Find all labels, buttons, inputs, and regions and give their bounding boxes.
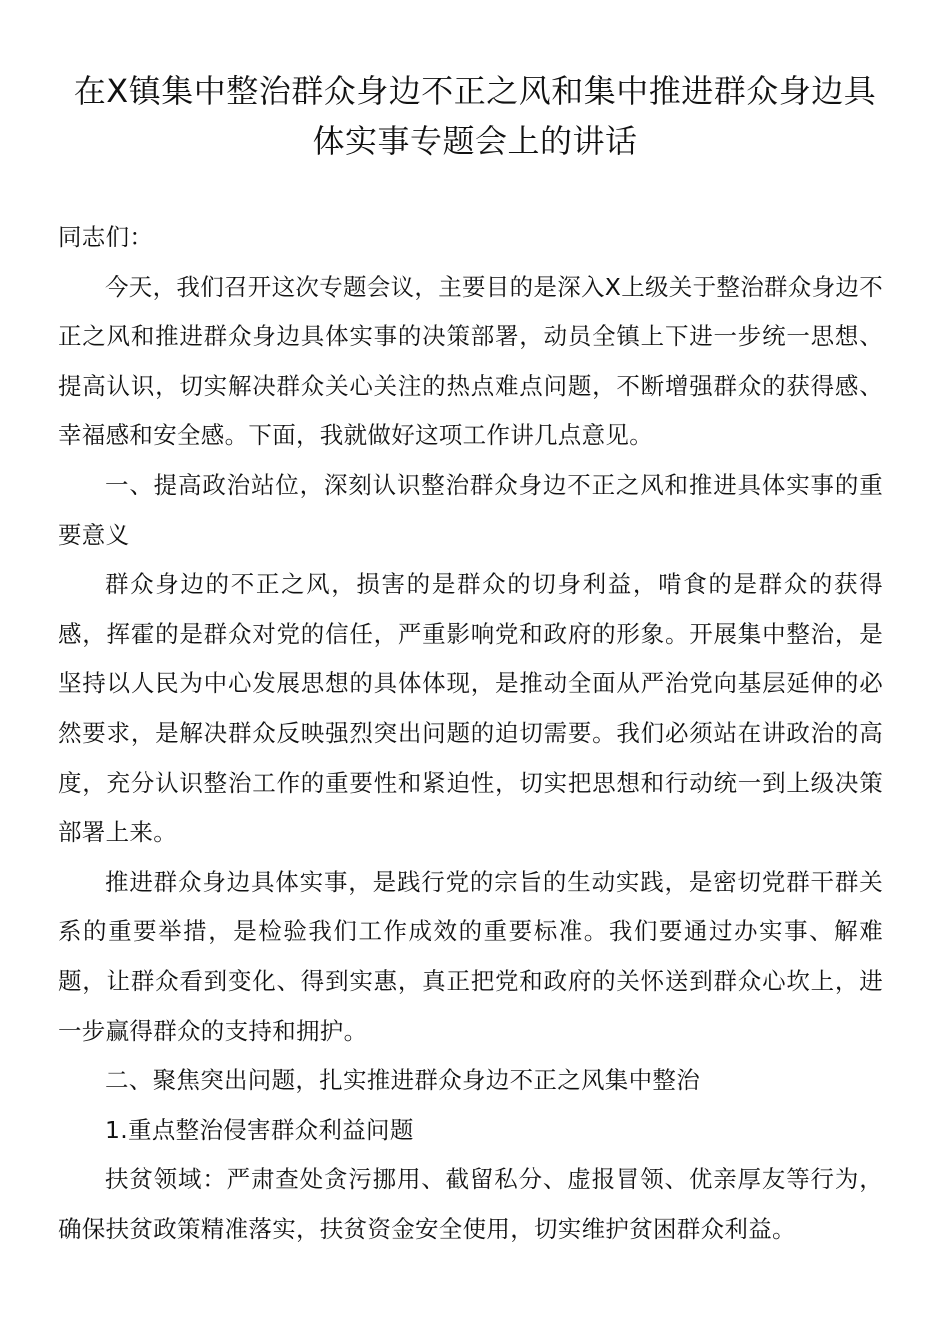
paragraph-significance-2: 推进群众身边具体实事，是践行党的宗旨的生动实践，是密切党群干群关系的重要举措，是检验我们工作成效的重要标准。我们要通过办实事、解难题，让群众看到变化、得到实惠，真正把党和政府的关怀送到群众心坎上，进一步赢得群众的支持和拥护。 — [58, 867, 883, 1045]
subsection-heading-1: 1.重点整治侵害群众利益问题 — [105, 1115, 414, 1144]
document-body — [58, 213, 883, 1254]
paragraph-poverty-field: 扶贫领域：严肃查处贪污挪用、截留私分、虚报冒领、优亲厚友等行为，确保扶贫政策精准落实，扶贫资金安全使用，切实维护贫困群众利益。 — [58, 1165, 883, 1243]
paragraph-intro: 今天，我们召开这次专题会议，主要目的是深入X上级关于整治群众身边不正之风和推进群众身边具体实事的决策部署，动员全镇上下进一步统一思想、提高认识，切实解决群众关心关注的热点难点问题，不断增强群众的获得感、幸福感和安全感。下面，我就做好这项工作讲几点意见。 — [58, 272, 883, 450]
section-heading-2: 二、聚焦突出问题，扎实推进群众身边不正之风集中整治 — [105, 1066, 700, 1095]
paragraph-significance-1: 群众身边的不正之风，损害的是群众的切身利益，啃食的是群众的获得感，挥霍的是群众对党的信任，严重影响党和政府的形象。开展集中整治，是坚持以人民为中心发展思想的具体体现，是推动全面从严治党向基层延伸的必然要求，是解决群众反映强烈突出问题的迫切需要。我们必须站在讲政治的高度，充分认识整治工作的重要性和紧迫性，切实把思想和行动统一到上级决策部署上来。 — [58, 570, 883, 847]
document-title: 在X镇集中整治群众身边不正之风和集中推进群众身边具体实事专题会上的讲话 — [73, 72, 877, 160]
salutation: 同志们： — [58, 223, 154, 251]
section-heading-1: 一、提高政治站位，深刻认识整治群众身边不正之风和推进具体实事的重要意义 — [58, 470, 883, 549]
